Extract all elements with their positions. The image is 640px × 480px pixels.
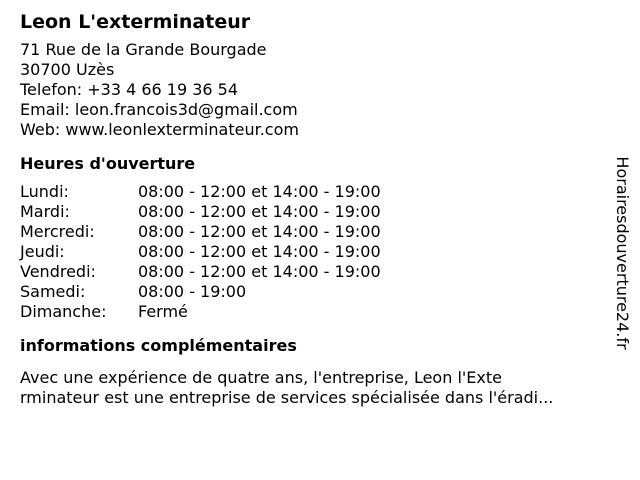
additional-info-title: informations complémentaires	[20, 336, 297, 355]
hours-day: Mardi:	[20, 202, 70, 221]
hours-row	[20, 282, 610, 302]
hours-row	[20, 222, 610, 242]
hours-time: 08:00 - 12:00 et 14:00 - 19:00	[138, 242, 381, 261]
description-line-1: Avec une expérience de quatre ans, l'entreprise, Leon l'Exte	[20, 368, 502, 387]
hours-day: Dimanche:	[20, 302, 107, 321]
email-line: Email: leon.francois3d@gmail.com	[20, 100, 298, 119]
hours-day: Vendredi:	[20, 262, 96, 281]
address-line-2: 30700 Uzès	[20, 60, 115, 79]
business-card	[20, 10, 610, 408]
hours-time: 08:00 - 19:00	[138, 282, 247, 301]
hours-time: 08:00 - 12:00 et 14:00 - 19:00	[138, 182, 381, 201]
hours-row	[20, 242, 610, 262]
hours-time: Fermé	[138, 302, 188, 321]
hours-row	[20, 302, 610, 322]
opening-hours-title: Heures d'ouverture	[20, 154, 196, 173]
hours-row	[20, 182, 610, 202]
hours-time: 08:00 - 12:00 et 14:00 - 19:00	[138, 262, 381, 281]
website-line: Web: www.leonlexterminateur.com	[20, 120, 299, 139]
hours-day: Samedi:	[20, 282, 86, 301]
hours-row	[20, 202, 610, 222]
description-line-2: rminateur est une entreprise de services spécialisée dans l'éradi...	[20, 388, 554, 407]
hours-day: Jeudi:	[20, 242, 65, 261]
hours-row	[20, 262, 610, 282]
hours-time: 08:00 - 12:00 et 14:00 - 19:00	[138, 222, 381, 241]
hours-time: 08:00 - 12:00 et 14:00 - 19:00	[138, 202, 381, 221]
business-name: Leon L'exterminateur	[20, 11, 251, 33]
hours-day: Lundi:	[20, 182, 69, 201]
site-watermark: Horairesdouverture24.fr	[613, 156, 632, 350]
hours-day: Mercredi:	[20, 222, 95, 241]
phone-line: Telefon: +33 4 66 19 36 54	[20, 80, 239, 99]
address-line-1: 71 Rue de la Grande Bourgade	[20, 40, 267, 59]
